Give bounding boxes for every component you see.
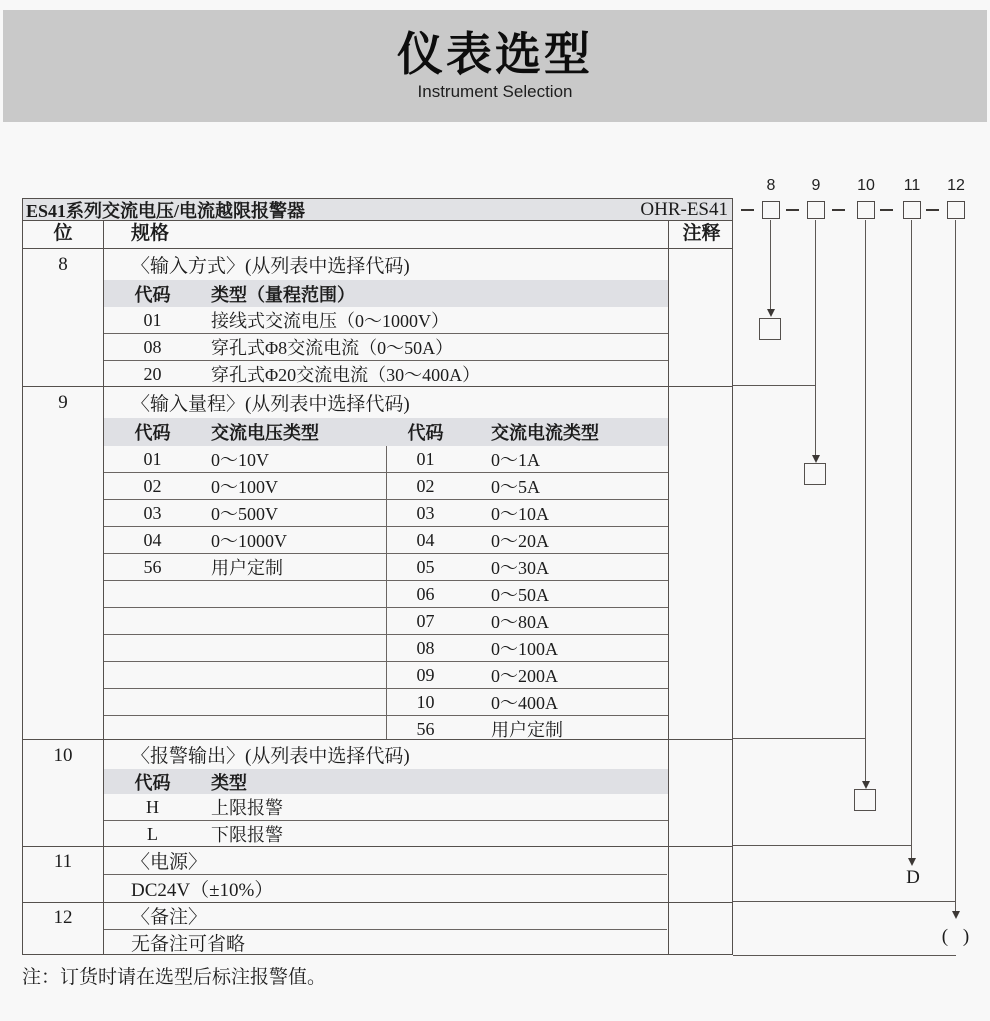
code-cell: 56 xyxy=(143,556,162,577)
code-cell: 08 xyxy=(416,637,435,658)
table-row xyxy=(104,446,668,472)
table-row xyxy=(104,580,668,607)
code-cell: L xyxy=(147,823,158,844)
code-cell: 02 xyxy=(143,475,162,496)
row-extension-line-11 xyxy=(733,845,912,846)
top-banner xyxy=(3,10,987,122)
type-cell: 穿孔式Φ8交流电流（0～50A） xyxy=(211,338,454,358)
table-row xyxy=(104,688,668,715)
section-8-title: 〈输入方式〉(从列表中选择代码) xyxy=(131,255,410,277)
type-header: 交流电压类型 xyxy=(211,423,319,443)
arrow-down-icon xyxy=(767,309,775,317)
col-header-note: 注释 xyxy=(682,223,721,244)
type-cell: 接线式交流电压（0～1000V） xyxy=(211,311,449,331)
position-number-10: 10 xyxy=(53,745,73,766)
row-extension-line-10 xyxy=(733,738,866,739)
drop-line-11 xyxy=(911,220,912,859)
model-code-box-10 xyxy=(857,201,875,219)
type-cell: 0～50A xyxy=(491,585,549,605)
table-row xyxy=(104,607,668,634)
type-cell: 下限报警 xyxy=(211,825,283,845)
row-extension-line-12 xyxy=(733,901,956,902)
col-header-pos: 位 xyxy=(53,223,73,244)
position-number-9: 9 xyxy=(58,392,68,413)
arrow-down-icon xyxy=(862,781,870,789)
model-digit-label-12: 12 xyxy=(947,177,965,194)
code-cell: 03 xyxy=(416,502,435,523)
model-digit-label-9: 9 xyxy=(811,177,821,194)
col-header-spec: 规格 xyxy=(131,223,170,244)
section-11-value: DC24V（±10%） xyxy=(131,879,274,901)
bottom-extension-line xyxy=(733,955,956,956)
code-header: 代码 xyxy=(134,284,171,305)
code-cell: 01 xyxy=(143,448,162,469)
code-cell: 56 xyxy=(416,718,435,739)
position-number-12: 12 xyxy=(53,907,73,928)
position-number-8: 8 xyxy=(58,254,68,275)
arrow-down-icon xyxy=(812,455,820,463)
model-code-box-8 xyxy=(762,201,780,219)
model-digit-label-8: 8 xyxy=(766,177,776,194)
type-cell: 0～10A xyxy=(491,504,549,524)
section-10-rows xyxy=(104,794,668,846)
selection-table xyxy=(22,198,733,955)
code-header: 代码 xyxy=(407,423,444,443)
model-prefix: OHR-ES41 xyxy=(640,198,728,220)
target-code-box-10 xyxy=(854,789,876,811)
code-cell: 09 xyxy=(416,664,435,685)
type-cell: 用户定制 xyxy=(211,558,283,578)
section-9-rows xyxy=(104,446,668,739)
section-9-title: 〈输入量程〉(从列表中选择代码) xyxy=(131,393,410,415)
section-8-rows xyxy=(104,307,668,386)
type-cell: 0～80A xyxy=(491,612,549,632)
table-row xyxy=(104,499,668,526)
target-code-box-9 xyxy=(804,463,826,485)
drop-line-8 xyxy=(770,220,771,310)
dash-separator xyxy=(880,209,893,211)
type-cell: 上限报警 xyxy=(211,798,283,818)
dash-separator xyxy=(741,209,754,211)
arrow-down-icon xyxy=(908,858,916,866)
model-code-box-12 xyxy=(947,201,965,219)
model-digit-label-10: 10 xyxy=(857,177,875,194)
section-9-subheader xyxy=(104,418,668,446)
table-row xyxy=(104,820,668,847)
type-cell: 0～100A xyxy=(491,639,558,659)
table-row xyxy=(104,634,668,661)
column-divider-note xyxy=(668,220,669,954)
divider xyxy=(23,220,732,221)
code-header: 代码 xyxy=(134,423,171,443)
code-cell: 10 xyxy=(416,691,435,712)
dash-separator xyxy=(786,209,799,211)
code-cell: 08 xyxy=(143,336,162,357)
type-cell: 穿孔式Φ20交流电流（30～400A） xyxy=(211,365,481,385)
type-cell: 0～1000V xyxy=(211,531,287,551)
type-cell: 0～100V xyxy=(211,477,278,497)
power-code-label: D xyxy=(906,867,920,888)
model-code-box-11 xyxy=(903,201,921,219)
drop-line-9 xyxy=(815,220,816,456)
series-title: ES41系列交流电压/电流越限报警器 xyxy=(26,200,306,221)
type-cell: 0～20A xyxy=(491,531,549,551)
type-cell: 0～30A xyxy=(491,558,549,578)
type-cell: 0～1A xyxy=(491,450,540,470)
table-row xyxy=(104,472,668,499)
code-cell: H xyxy=(146,796,159,817)
model-code-box-9 xyxy=(807,201,825,219)
code-cell: 03 xyxy=(143,502,162,523)
target-code-box-8 xyxy=(759,318,781,340)
code-cell: 06 xyxy=(416,583,435,604)
table-row xyxy=(104,715,668,742)
drop-line-12 xyxy=(955,220,956,912)
code-cell: 07 xyxy=(416,610,435,631)
row-extension-line-9 xyxy=(733,385,816,386)
table-row xyxy=(104,526,668,553)
section-12-value: 无备注可省略 xyxy=(131,934,246,955)
type-header: 类型（量程范围） xyxy=(211,284,355,305)
type-cell: 用户定制 xyxy=(491,720,563,740)
page-title: 仪表选型 xyxy=(397,28,593,80)
dash-separator xyxy=(832,209,845,211)
section-11-title: 〈电源〉 xyxy=(131,851,208,873)
type-cell: 0～200A xyxy=(491,666,558,686)
code-cell: 20 xyxy=(143,363,162,384)
table-row xyxy=(104,661,668,688)
position-number-11: 11 xyxy=(53,851,73,872)
table-row xyxy=(104,333,668,360)
page-subtitle: Instrument Selection xyxy=(417,81,573,101)
section-10-subheader xyxy=(104,769,668,794)
drop-line-10 xyxy=(865,220,866,782)
type-cell: 0～500V xyxy=(211,504,278,524)
type-header: 类型 xyxy=(211,772,247,793)
table-row xyxy=(104,360,668,387)
code-cell: 01 xyxy=(416,448,435,469)
type-cell: 0～10V xyxy=(211,450,269,470)
code-cell: 01 xyxy=(143,309,162,330)
type-header: 交流电流类型 xyxy=(491,423,599,443)
dash-separator xyxy=(926,209,939,211)
code-cell: 04 xyxy=(143,529,162,550)
footnote: 注：订货时请在选型后标注报警值。 xyxy=(22,967,327,988)
code-header: 代码 xyxy=(134,772,171,793)
section-12-title: 〈备注〉 xyxy=(131,907,208,928)
code-cell: 04 xyxy=(416,529,435,550)
type-cell: 0～5A xyxy=(491,477,540,497)
model-digit-label-11: 11 xyxy=(903,177,921,194)
code-cell: 05 xyxy=(416,556,435,577)
table-row xyxy=(104,794,668,820)
section-8-subheader xyxy=(104,280,668,307)
table-title-row xyxy=(23,199,732,220)
table-row xyxy=(104,307,668,333)
code-cell: 02 xyxy=(416,475,435,496)
type-cell: 0～400A xyxy=(491,693,558,713)
arrow-down-icon xyxy=(952,911,960,919)
remark-code-label: ( ) xyxy=(941,926,975,947)
section-10-title: 〈报警输出〉(从列表中选择代码) xyxy=(131,745,410,767)
table-row xyxy=(104,553,668,580)
